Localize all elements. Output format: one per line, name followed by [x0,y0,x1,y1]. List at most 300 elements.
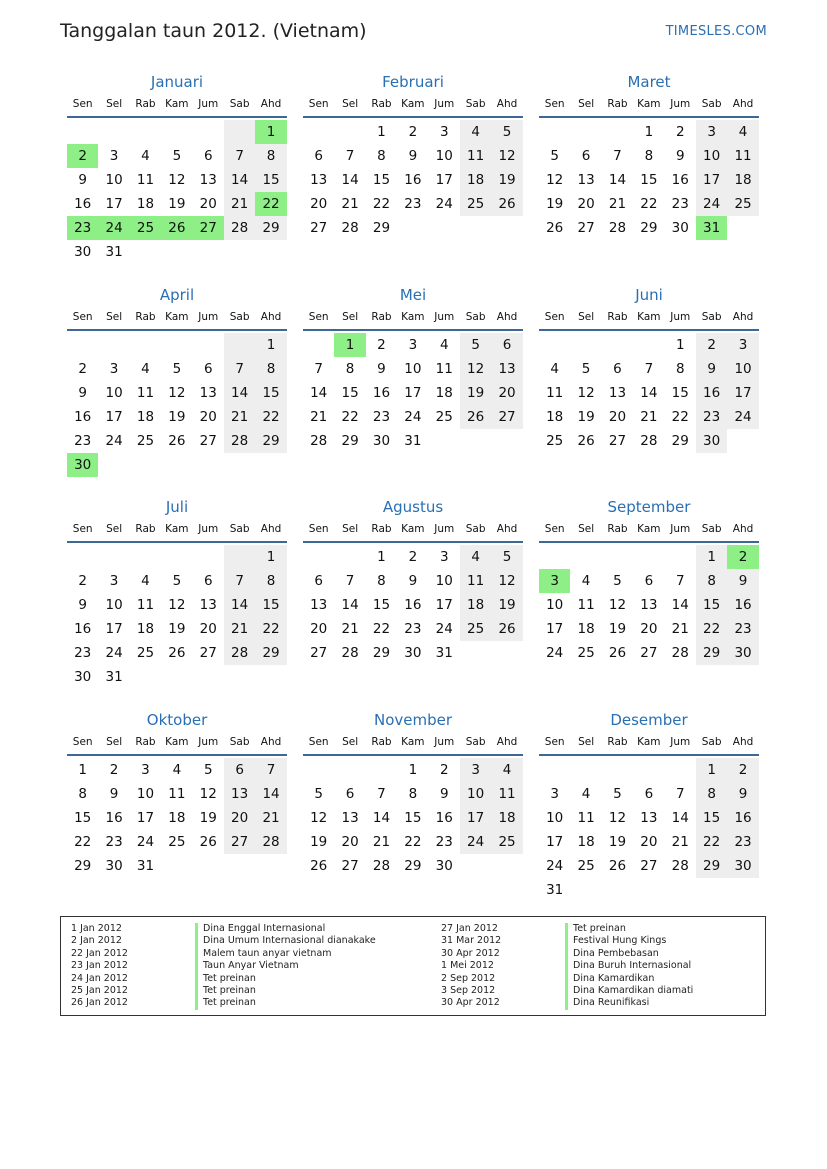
day-cell: 14 [608,172,627,188]
day-cell: 5 [613,573,622,589]
day-cell: 7 [345,148,355,164]
legend-holiday-name: Dina Reunifikasi [565,997,693,1009]
day-grid [67,120,287,264]
day-cell: 7 [314,361,323,377]
weekday-label: Sel [106,311,123,323]
brand-link[interactable]: TIMESLES.COM [665,24,767,39]
day-cell: 27 [608,433,627,449]
day-cell: 9 [78,385,87,401]
day-cell: 2 [439,762,449,778]
day-cell: 17 [460,806,491,830]
day-cell: 20 [199,409,217,425]
day-cell: 2 [408,549,418,565]
day-cell: 18 [136,621,155,637]
day-cell: 13 [199,385,217,401]
day-cell: 8 [644,148,654,164]
day-cell: 21 [224,405,255,429]
day-cell: 30 [727,854,758,878]
day-cell: 6 [224,758,255,782]
day-grid [539,120,759,240]
weekday-label: Sab [465,523,486,535]
empty-cell [334,758,365,782]
weekday-header [67,94,287,118]
day-cell: 5 [172,361,182,377]
day-cell: 31 [136,858,155,874]
day-cell: 10 [105,597,123,613]
day-cell: 20 [310,196,328,212]
day-cell: 12 [491,144,522,168]
legend-date: 30 Apr 2012 [441,997,500,1009]
day-cell: 26 [161,216,192,240]
day-cell: 20 [224,806,255,830]
empty-cell [98,120,129,144]
empty-cell [633,545,664,569]
day-cell: 5 [203,762,213,778]
day-cell: 24 [98,216,129,240]
day-cell: 9 [109,786,119,802]
legend-holiday-name: Dina Buruh Internasional [565,960,693,972]
weekday-label: Rab [371,311,392,323]
day-cell: 14 [671,810,689,826]
weekday-label: Ahd [496,523,518,535]
day-cell: 7 [224,144,255,168]
empty-cell [67,545,98,569]
day-cell: 5 [314,786,323,802]
day-cell: 22 [696,830,727,854]
day-cell: 4 [581,573,591,589]
day-cell: 2 [78,573,87,589]
day-cell: 11 [435,361,453,377]
weekday-label: Rab [607,98,628,110]
weekday-label: Ahd [496,311,518,323]
day-cell: 6 [491,333,522,357]
weekday-label: Rab [371,736,392,748]
day-cell: 20 [199,196,217,212]
weekday-header [539,307,759,331]
day-cell: 5 [550,148,559,164]
day-cell: 1 [78,762,87,778]
day-cell: 28 [671,645,689,661]
day-cell: 11 [727,144,758,168]
day-cell: 1 [696,545,727,569]
day-cell: 26 [168,645,186,661]
day-cell: 14 [671,597,689,613]
empty-cell [303,120,334,144]
legend-date: 1 Jan 2012 [71,923,122,934]
weekday-label: Sen [544,523,565,535]
day-cell: 29 [341,433,359,449]
day-cell: 29 [74,858,92,874]
day-cell: 26 [608,858,627,874]
weekday-label: Rab [607,736,628,748]
day-cell: 19 [577,409,595,425]
month-name: Januari [150,73,204,91]
day-cell: 19 [608,621,627,637]
day-cell: 2 [696,333,727,357]
day-cell: 25 [136,645,155,661]
weekday-label: Sel [342,523,359,535]
empty-cell [570,758,601,782]
day-cell: 16 [727,806,758,830]
day-cell: 23 [74,433,92,449]
day-cell: 14 [310,385,328,401]
day-cell: 2 [67,144,98,168]
day-cell: 22 [255,192,286,216]
day-cell: 14 [640,385,658,401]
day-cell: 22 [372,196,391,212]
weekday-label: Sel [342,311,359,323]
day-cell: 31 [696,216,727,240]
weekday-label: Sel [342,98,359,110]
day-cell: 24 [435,196,453,212]
day-cell: 30 [727,641,758,665]
weekday-label: Kam [165,523,189,535]
weekday-label: Sen [544,311,565,323]
empty-cell [303,333,334,357]
day-cell: 11 [460,144,491,168]
day-cell: 17 [105,409,123,425]
month-januari [67,72,287,272]
weekday-header [303,94,523,118]
weekday-label: Sen [72,98,93,110]
weekday-label: Kam [401,523,425,535]
weekday-label: Sab [465,98,486,110]
empty-cell [366,758,397,782]
weekday-header [539,94,759,118]
day-cell: 2 [675,124,685,140]
legend-holiday-name: Malem taun anyar vietnam [195,948,376,960]
day-cell: 11 [577,810,595,826]
day-cell: 9 [78,172,87,188]
day-cell: 3 [109,148,119,164]
day-cell: 9 [439,786,449,802]
empty-cell [602,333,633,357]
legend-holiday-name: Festival Hung Kings [565,935,693,947]
day-cell: 3 [439,124,449,140]
day-cell: 22 [255,617,286,641]
day-cell: 11 [577,597,595,613]
empty-cell [602,758,633,782]
day-cell: 6 [581,148,591,164]
empty-cell [570,545,601,569]
day-cell: 15 [404,810,422,826]
day-cell: 24 [435,621,453,637]
month-name: Oktober [146,711,208,729]
day-cell: 22 [696,617,727,641]
empty-cell [224,333,255,357]
legend-date: 30 Apr 2012 [441,947,500,959]
day-cell: 28 [310,433,328,449]
day-cell: 20 [310,621,328,637]
day-cell: 27 [224,830,255,854]
weekday-label: Sel [578,736,595,748]
day-cell: 25 [577,858,595,874]
day-cell: 5 [172,148,182,164]
day-cell: 1 [377,549,386,565]
day-cell: 7 [675,786,685,802]
month-juli [67,497,287,697]
day-cell: 29 [372,645,391,661]
empty-cell [67,120,98,144]
month-name: Juli [165,498,189,516]
weekday-label: Jum [434,736,455,748]
empty-cell [224,545,255,569]
weekday-label: Rab [371,523,392,535]
day-cell: 28 [671,858,689,874]
weekday-label: Sen [544,98,565,110]
day-cell: 19 [168,621,186,637]
day-cell: 25 [130,216,161,240]
day-cell: 9 [727,569,758,593]
day-cell: 15 [341,385,359,401]
day-cell: 26 [310,858,328,874]
day-cell: 5 [581,361,591,377]
day-cell: 29 [255,429,286,453]
day-cell: 3 [109,573,119,589]
day-cell: 18 [577,621,595,637]
day-cell: 21 [341,621,359,637]
day-cell: 14 [341,172,359,188]
day-grid [539,333,759,453]
day-cell: 22 [372,621,391,637]
weekday-label: Rab [135,523,156,535]
day-cell: 2 [727,545,758,569]
weekday-label: Sen [308,523,329,535]
weekday-label: Sab [229,311,250,323]
day-cell: 31 [105,244,123,260]
day-cell: 25 [435,409,453,425]
month-name: April [159,286,195,304]
empty-cell [334,545,365,569]
weekday-label: Rab [607,523,628,535]
day-cell: 10 [404,361,422,377]
empty-cell [633,333,664,357]
day-cell: 24 [546,858,564,874]
day-cell: 8 [377,148,386,164]
weekday-label: Sab [701,311,722,323]
empty-cell [161,545,192,569]
weekday-label: Jum [434,98,455,110]
weekday-label: Sel [578,98,595,110]
weekday-label: Ahd [260,98,282,110]
day-cell: 9 [377,361,386,377]
day-cell: 16 [404,597,422,613]
day-cell: 6 [314,573,323,589]
day-cell: 12 [199,786,217,802]
weekday-label: Jum [198,98,219,110]
day-cell: 4 [141,148,150,164]
day-cell: 12 [546,172,564,188]
day-cell: 13 [224,782,255,806]
day-grid [303,333,523,453]
day-cell: 6 [613,361,622,377]
day-cell: 17 [435,172,453,188]
weekday-label: Sab [701,98,722,110]
day-cell: 18 [168,810,186,826]
day-cell: 24 [727,405,758,429]
weekday-label: Sen [308,98,329,110]
day-cell: 25 [460,192,491,216]
day-cell: 16 [74,409,92,425]
weekday-label: Ahd [260,736,282,748]
day-cell: 18 [460,593,491,617]
day-cell: 16 [74,196,92,212]
weekday-label: Kam [165,736,189,748]
day-cell: 6 [203,573,213,589]
day-cell: 16 [671,172,689,188]
day-cell: 31 [435,645,453,661]
day-cell: 25 [727,192,758,216]
weekday-label: Kam [637,311,661,323]
day-cell: 13 [199,597,217,613]
day-cell: 22 [671,409,689,425]
day-cell: 23 [671,196,689,212]
day-cell: 6 [314,148,323,164]
day-cell: 9 [78,597,87,613]
day-cell: 14 [255,782,286,806]
day-cell: 13 [608,385,627,401]
day-cell: 22 [404,834,422,850]
day-grid [67,545,287,689]
legend-holiday-name: Tet preinan [195,973,376,985]
day-cell: 19 [460,381,491,405]
day-grid [539,545,759,665]
day-cell: 1 [408,762,418,778]
weekday-label: Ahd [260,523,282,535]
month-maret [539,72,759,272]
day-cell: 29 [255,641,286,665]
month-september [539,497,759,697]
weekday-label: Kam [165,98,189,110]
day-grid [67,333,287,477]
day-cell: 21 [671,621,689,637]
day-cell: 24 [105,645,123,661]
day-cell: 22 [341,409,359,425]
day-cell: 27 [640,858,658,874]
empty-cell [161,120,192,144]
weekday-label: Ahd [732,523,754,535]
legend-dates-right [441,923,501,1010]
day-cell: 10 [435,148,453,164]
weekday-label: Sab [229,523,250,535]
day-cell: 8 [255,357,286,381]
day-cell: 15 [671,385,689,401]
legend-holiday-name: Dina Umum Internasional dianakake [195,935,376,947]
day-cell: 13 [491,357,522,381]
weekday-label: Sab [229,736,250,748]
day-cell: 2 [109,762,119,778]
day-cell: 14 [224,381,255,405]
day-cell: 1 [696,758,727,782]
weekday-header [303,307,523,331]
day-cell: 3 [550,786,559,802]
weekday-label: Jum [670,523,691,535]
legend-date: 2 Sep 2012 [441,972,496,984]
empty-cell [98,333,129,357]
day-cell: 19 [491,168,522,192]
empty-cell [570,120,601,144]
day-cell: 7 [224,357,255,381]
legend-holiday-name: Tet preinan [195,985,376,997]
day-cell: 10 [546,810,564,826]
weekday-label: Jum [198,736,219,748]
month-name: Agustus [382,498,444,516]
day-cell: 24 [404,409,422,425]
day-cell: 10 [460,782,491,806]
day-cell: 17 [546,834,564,850]
day-cell: 19 [546,196,564,212]
day-cell: 12 [491,569,522,593]
weekday-label: Sen [72,736,93,748]
day-cell: 20 [491,381,522,405]
legend-holiday-name: Tet preinan [195,997,376,1009]
day-cell: 1 [675,337,685,353]
day-cell: 2 [377,337,386,353]
day-cell: 21 [224,617,255,641]
month-februari [303,72,523,272]
legend-holiday-name: Dina Kamardikan diamati [565,985,693,997]
day-cell: 11 [168,786,186,802]
day-cell: 11 [136,597,155,613]
day-cell: 23 [404,621,422,637]
day-cell: 3 [408,337,418,353]
day-cell: 25 [491,830,522,854]
day-cell: 6 [203,361,213,377]
weekday-label: Ahd [260,311,282,323]
day-cell: 8 [255,144,286,168]
day-cell: 24 [460,830,491,854]
day-cell: 31 [105,669,123,685]
day-cell: 3 [460,758,491,782]
empty-cell [303,758,334,782]
day-cell: 15 [640,172,658,188]
day-cell: 15 [255,381,286,405]
day-cell: 22 [640,196,658,212]
day-cell: 4 [491,758,522,782]
month-november [303,710,523,910]
day-cell: 12 [577,385,595,401]
weekday-label: Jum [670,311,691,323]
day-cell: 23 [696,405,727,429]
weekday-label: Sen [308,736,329,748]
day-cell: 9 [675,148,685,164]
day-cell: 25 [577,645,595,661]
day-cell: 16 [372,385,391,401]
day-cell: 30 [67,453,98,477]
day-cell: 22 [74,834,92,850]
day-cell: 8 [377,573,386,589]
day-cell: 25 [168,834,186,850]
legend-date: 23 Jan 2012 [71,960,128,972]
day-cell: 3 [696,120,727,144]
empty-cell [539,333,570,357]
weekday-label: Sen [308,311,329,323]
weekday-label: Kam [637,98,661,110]
empty-cell [67,333,98,357]
empty-cell [570,333,601,357]
day-cell: 9 [696,357,727,381]
month-name: Maret [627,73,671,91]
day-cell: 17 [105,621,123,637]
day-cell: 19 [168,409,186,425]
day-cell: 26 [577,433,595,449]
empty-cell [602,120,633,144]
month-name: September [607,498,691,516]
empty-cell [633,758,664,782]
legend-holiday-name: Dina Enggal Internasional [195,923,376,935]
weekday-label: Sel [578,311,595,323]
weekday-label: Jum [670,736,691,748]
